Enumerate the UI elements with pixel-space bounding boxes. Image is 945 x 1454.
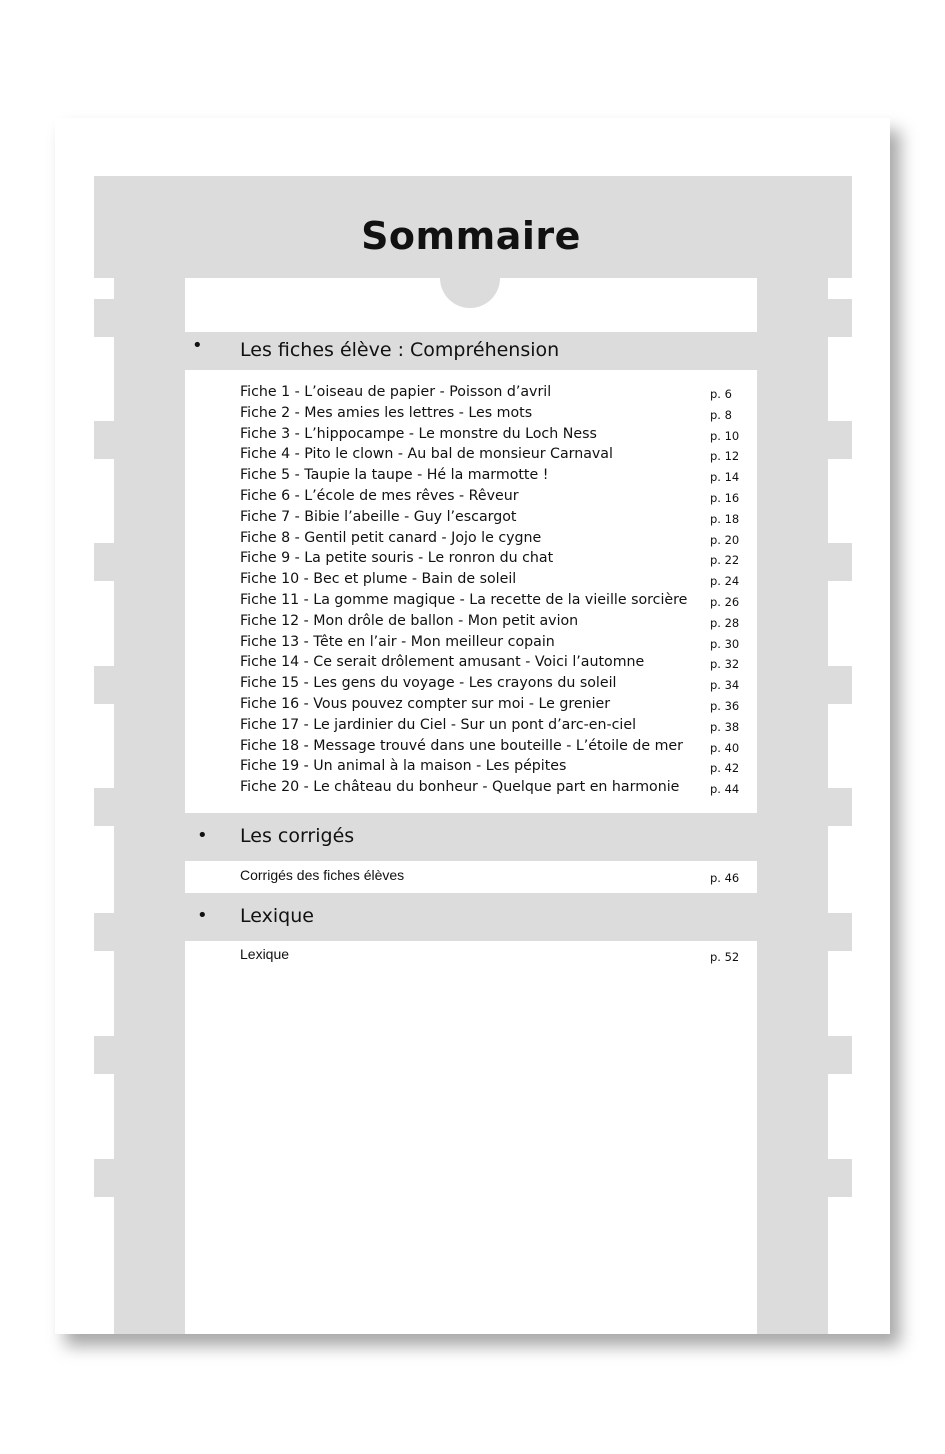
page-reference: p. 46 (710, 871, 740, 885)
page-reference: p. 8 (710, 407, 732, 422)
entry-label: Lexique (240, 946, 290, 962)
entry-label: Fiche 14 - Ce serait drôlement amusant - Voici l’automne (240, 654, 645, 671)
frame-right-rail (757, 176, 828, 1334)
frame-tab (94, 421, 114, 459)
frame-tab (94, 1159, 114, 1197)
entry-label: Fiche 1 - L’oiseau de papier - Poisson d’avril (240, 384, 552, 400)
list-item (240, 590, 740, 611)
page-title: Sommaire (361, 214, 581, 258)
entry-label: Fiche 3 - L’hippocampe - Le monstre du Loch Ness (240, 425, 597, 442)
frame-tab (828, 788, 852, 826)
page-reference: p. 12 (710, 449, 740, 464)
page-reference: p. 52 (710, 950, 740, 964)
entry-label: Fiche 16 - Vous pouvez compter sur moi - Le grenier (240, 695, 611, 712)
page-reference: p. 38 (710, 719, 740, 734)
page-reference: p. 16 (710, 490, 740, 505)
frame-tab (828, 666, 852, 704)
list-item (240, 673, 740, 694)
fiche-list (240, 382, 740, 798)
section-title: Les fiches élève : Compréhension (240, 339, 560, 361)
list-item (240, 736, 740, 757)
page-reference: p. 34 (710, 678, 740, 693)
frame-tab (94, 788, 114, 826)
list-item (240, 424, 740, 445)
list-item (240, 507, 740, 528)
section-header-fiches (185, 332, 757, 370)
entry-label: Corrigés des fiches élèves (240, 867, 405, 883)
page-reference: p. 6 (710, 387, 732, 401)
list-item (240, 528, 740, 549)
list-item (240, 486, 740, 507)
frame-tab (828, 1036, 852, 1074)
page-reference: p. 18 (710, 511, 740, 526)
page-reference: p. 20 (710, 532, 740, 547)
frame-tab (94, 1036, 114, 1074)
list-item (240, 569, 740, 590)
entry-label: Fiche 19 - Un animal à la maison - Les pépites (240, 758, 567, 775)
list-item (240, 444, 740, 465)
entry-label: Fiche 9 - La petite souris - Le ronron du chat (240, 550, 554, 567)
frame-tab (828, 913, 852, 951)
frame-left-rail (114, 176, 185, 1334)
entry-label: Fiche 10 - Bec et plume - Bain de soleil (240, 571, 517, 588)
section-title: Les corrigés (240, 825, 355, 847)
page-reference: p. 32 (710, 657, 740, 672)
entry-label: Fiche 12 - Mon drôle de ballon - Mon petit avion (240, 612, 579, 629)
frame-tab (828, 1159, 852, 1197)
page-reference: p. 24 (710, 574, 740, 589)
list-item (240, 694, 740, 715)
list-item (240, 465, 740, 486)
page-reference: p. 22 (710, 553, 740, 568)
entry-label: Fiche 15 - Les gens du voyage - Les crayons du soleil (240, 675, 617, 692)
bullet-icon: • (197, 825, 208, 846)
page-reference: p. 36 (710, 698, 740, 713)
page-reference: p. 30 (710, 636, 740, 651)
frame-tab (828, 421, 852, 459)
list-item (240, 652, 740, 673)
list-item (240, 403, 740, 424)
section-header-lexique (185, 893, 757, 941)
list-item (240, 611, 740, 632)
entry-label: Fiche 8 - Gentil petit canard - Jojo le cygne (240, 529, 542, 546)
entry-label: Fiche 11 - La gomme magique - La recette de la vieille sorcière (240, 591, 688, 608)
list-item (240, 548, 740, 569)
list-item (240, 756, 740, 777)
frame-tab (94, 666, 114, 704)
entry-label: Fiche 6 - L’école de mes rêves - Rêveur (240, 487, 519, 504)
entry-label: Fiche 13 - Tête en l’air - Mon meilleur copain (240, 633, 555, 650)
list-item (240, 777, 740, 798)
entry-label: Fiche 18 - Message trouvé dans une bouteille - L’étoile de mer (240, 737, 683, 754)
page-reference: p. 42 (710, 761, 740, 776)
section-title: Lexique (240, 905, 314, 927)
page-reference: p. 40 (710, 740, 740, 755)
entry-label: Fiche 17 - Le jardinier du Ciel - Sur un pont d’arc-en-ciel (240, 716, 637, 733)
page-reference: p. 10 (710, 428, 740, 443)
list-item (240, 632, 740, 653)
frame-tab (94, 543, 114, 581)
frame-tab (94, 299, 114, 337)
bullet-icon: • (197, 905, 208, 926)
document-page (55, 118, 890, 1334)
list-item (240, 382, 740, 403)
entry-label: Fiche 5 - Taupie la taupe - Hé la marmotte ! (240, 467, 549, 484)
entry-label: Fiche 2 - Mes amies les lettres - Les mots (240, 404, 533, 421)
entry-label: Fiche 7 - Bibie l’abeille - Guy l’escargot (240, 508, 517, 525)
frame-tab (828, 299, 852, 337)
page-reference: p. 26 (710, 594, 740, 609)
section-header-corriges (185, 813, 757, 861)
page-reference: p. 44 (710, 782, 740, 797)
bullet-icon: • (192, 335, 203, 356)
list-item (240, 715, 740, 736)
entry-label: Fiche 4 - Pito le clown - Au bal de monsieur Carnaval (240, 446, 613, 463)
entry-label: Fiche 20 - Le château du bonheur - Quelque part en harmonie (240, 779, 680, 796)
frame-tab (828, 543, 852, 581)
page-reference: p. 14 (710, 470, 740, 485)
frame-tab (94, 913, 114, 951)
page-reference: p. 28 (710, 615, 740, 630)
